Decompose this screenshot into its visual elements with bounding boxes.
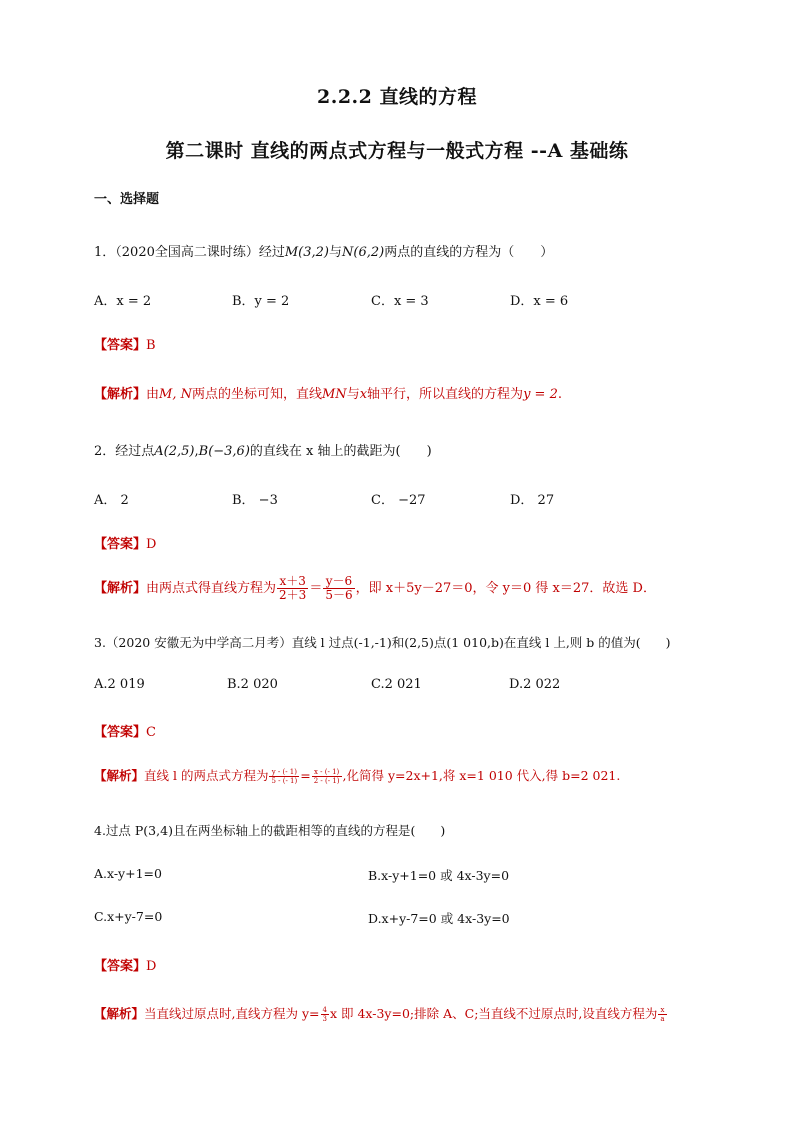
fraction: $\frac{4}{3}$ [322, 1006, 327, 1023]
fraction: $\frac{y - (- 1)}{5 - (- 1)}$ [271, 768, 298, 785]
question-2-option-b: B． −3 [232, 493, 278, 508]
question-3-option-d: D.2 022 [509, 677, 561, 692]
question-1-analysis: 【解析】由M, N两点的坐标可知，直线MN与x轴平行，所以直线的方程为y = 2. [94, 387, 562, 402]
question-1-stem: 1．（2020全国高二课时练）经过M(3,2)与N(6,2)两点的直线的方程为（ ） [94, 245, 554, 260]
fraction: $\frac{x}{a}$ [660, 1006, 665, 1023]
question-4-option-b: B.x-y+1=0 或 4x-3y=0 [368, 868, 510, 883]
question-3-option-b: B.2 020 [227, 677, 278, 692]
question-4-option-a: A.x-y+1=0 [94, 866, 162, 881]
section-heading: 一、选择题 [94, 192, 160, 207]
question-4-analysis: 【解析】当直线过原点时,直线方程为 y= $\frac{4}{3}$ x 即 4x-3y=0;排除 A、C;当直线不过原点时,设直线方程为 $\frac{x}{a}$ [94, 1006, 665, 1023]
question-2-option-a: A． 2 [94, 493, 129, 508]
question-3-option-a: A.2 019 [94, 677, 145, 692]
question-2-stem: 2．经过点A(2,5),B(−3,6)的直线在 x 轴上的截距为( ) [94, 444, 432, 459]
question-2-answer: 【答案】D [94, 537, 157, 552]
question-3-stem: 3.（2020 安徽无为中学高二月考）直线 l 过点(-1,-1)和(2,5)点(1 010,b)在直线 l 上,则 b 的值为( ) [94, 635, 671, 650]
question-1-option-c: C．x = 3 [371, 294, 429, 309]
question-2-analysis: 【解析】由两点式得直线方程为 $\frac{x+3}{2+3}$ ＝ $\frac{y-6}{5-6}$ ，即 x＋5y－27＝0，令 y＝0 得 x＝27．故选 D． [94, 574, 656, 602]
fraction: $\frac{x - (- 1)}{2 - (- 1)}$ [313, 768, 340, 785]
question-3-analysis: 【解析】直线 l 的两点式方程为 $\frac{y - (- 1)}{5 - (- 1)}$ = $\frac{x - (- 1)}{2 - (- 1)}$ ,化简得 y=2x+1,将 x=1 010 代入,得 b=2 021. [94, 768, 621, 785]
question-3-answer: 【答案】C [94, 725, 156, 740]
question-4-stem: 4.过点 P(3,4)且在两坐标轴上的截距相等的直线的方程是( ) [94, 823, 446, 838]
fraction: $\frac{x+3}{2+3}$ [279, 574, 307, 602]
question-2-option-c: C． −27 [371, 493, 426, 508]
question-1-option-d: D．x = 6 [510, 294, 569, 309]
document-subtitle: 第二课时 直线的两点式方程与一般式方程 --A 基础练 [165, 140, 629, 162]
fraction: $\frac{y-6}{5-6}$ [325, 574, 353, 602]
question-3-option-c: C.2 021 [371, 677, 422, 692]
question-4-option-c: C.x+y-7=0 [94, 909, 163, 924]
question-1-option-a: A．x = 2 [94, 294, 152, 309]
question-4-answer: 【答案】D [94, 959, 157, 974]
question-2-option-d: D． 27 [510, 493, 555, 508]
document-title: 2.2.2 直线的方程 [316, 86, 477, 108]
question-4-option-d: D.x+y-7=0 或 4x-3y=0 [368, 911, 510, 926]
question-1-option-b: B．y = 2 [232, 294, 290, 309]
question-1-answer: 【答案】B [94, 338, 156, 353]
